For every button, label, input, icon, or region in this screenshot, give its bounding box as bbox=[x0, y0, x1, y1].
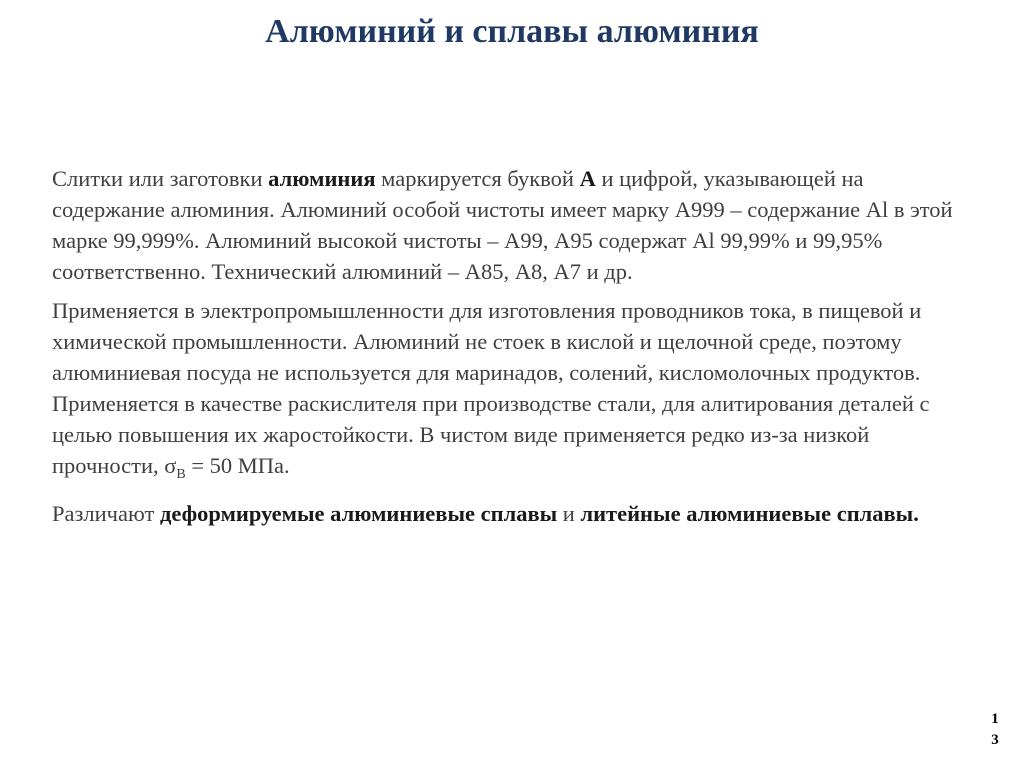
paragraph-applications-text-2: = 50 МПа. bbox=[185, 453, 290, 478]
paragraph-marking-bold-1: алюминия bbox=[268, 166, 376, 191]
slide-body bbox=[52, 163, 972, 537]
paragraph-alloy-types-text-2: и bbox=[557, 501, 581, 526]
paragraph-alloy-types-text-1: Различают bbox=[52, 501, 160, 526]
page-number-digit-2: 3 bbox=[991, 732, 999, 748]
paragraph-marking bbox=[52, 163, 972, 287]
page-number bbox=[985, 709, 1005, 751]
page-number-digit-1: 1 bbox=[991, 711, 999, 727]
paragraph-applications-text-1: Применяется в электропромышленности для изготовления проводников тока, в пищевой и химической промышленности. Алюминий не стоек в кислой и щелочной среде, поэтому алюминиевая посуда не используется для маринадов, солений, кисломолочных продуктов. Применяется в качестве раскислителя при производстве стали, для алитирования деталей с целью повышения их жаростойкости. В чистом виде применяется редко из-за низкой прочности, bbox=[52, 298, 930, 478]
sigma-subscript: В bbox=[176, 467, 186, 482]
paragraph-alloy-types-bold-1: деформируемые алюминиевые сплавы bbox=[159, 501, 558, 526]
paragraph-alloy-types bbox=[52, 498, 972, 529]
sigma-symbol: σ bbox=[164, 453, 177, 478]
paragraph-alloy-types-bold-2: литейные алюминиевые сплавы. bbox=[580, 501, 919, 526]
paragraph-marking-text-3: и цифрой, указывающей на содержание алюминия. Алюминий особой чистоты имеет марку А999 – содержание Al в этой марке 99,999%. Алюминий высокой чистоты – А99, А95 содержат Al 99,99% и 99,95% соответственно. Технический алюминий – А85, А8, А7 и др. bbox=[52, 166, 953, 284]
paragraph-marking-text-2: маркируется буквой bbox=[375, 166, 580, 191]
slide-title: Алюминий и сплавы алюминия bbox=[265, 13, 759, 50]
paragraph-applications bbox=[52, 295, 972, 490]
paragraph-marking-text-1: Слитки или заготовки bbox=[52, 166, 269, 191]
paragraph-marking-bold-2: А bbox=[579, 166, 596, 191]
